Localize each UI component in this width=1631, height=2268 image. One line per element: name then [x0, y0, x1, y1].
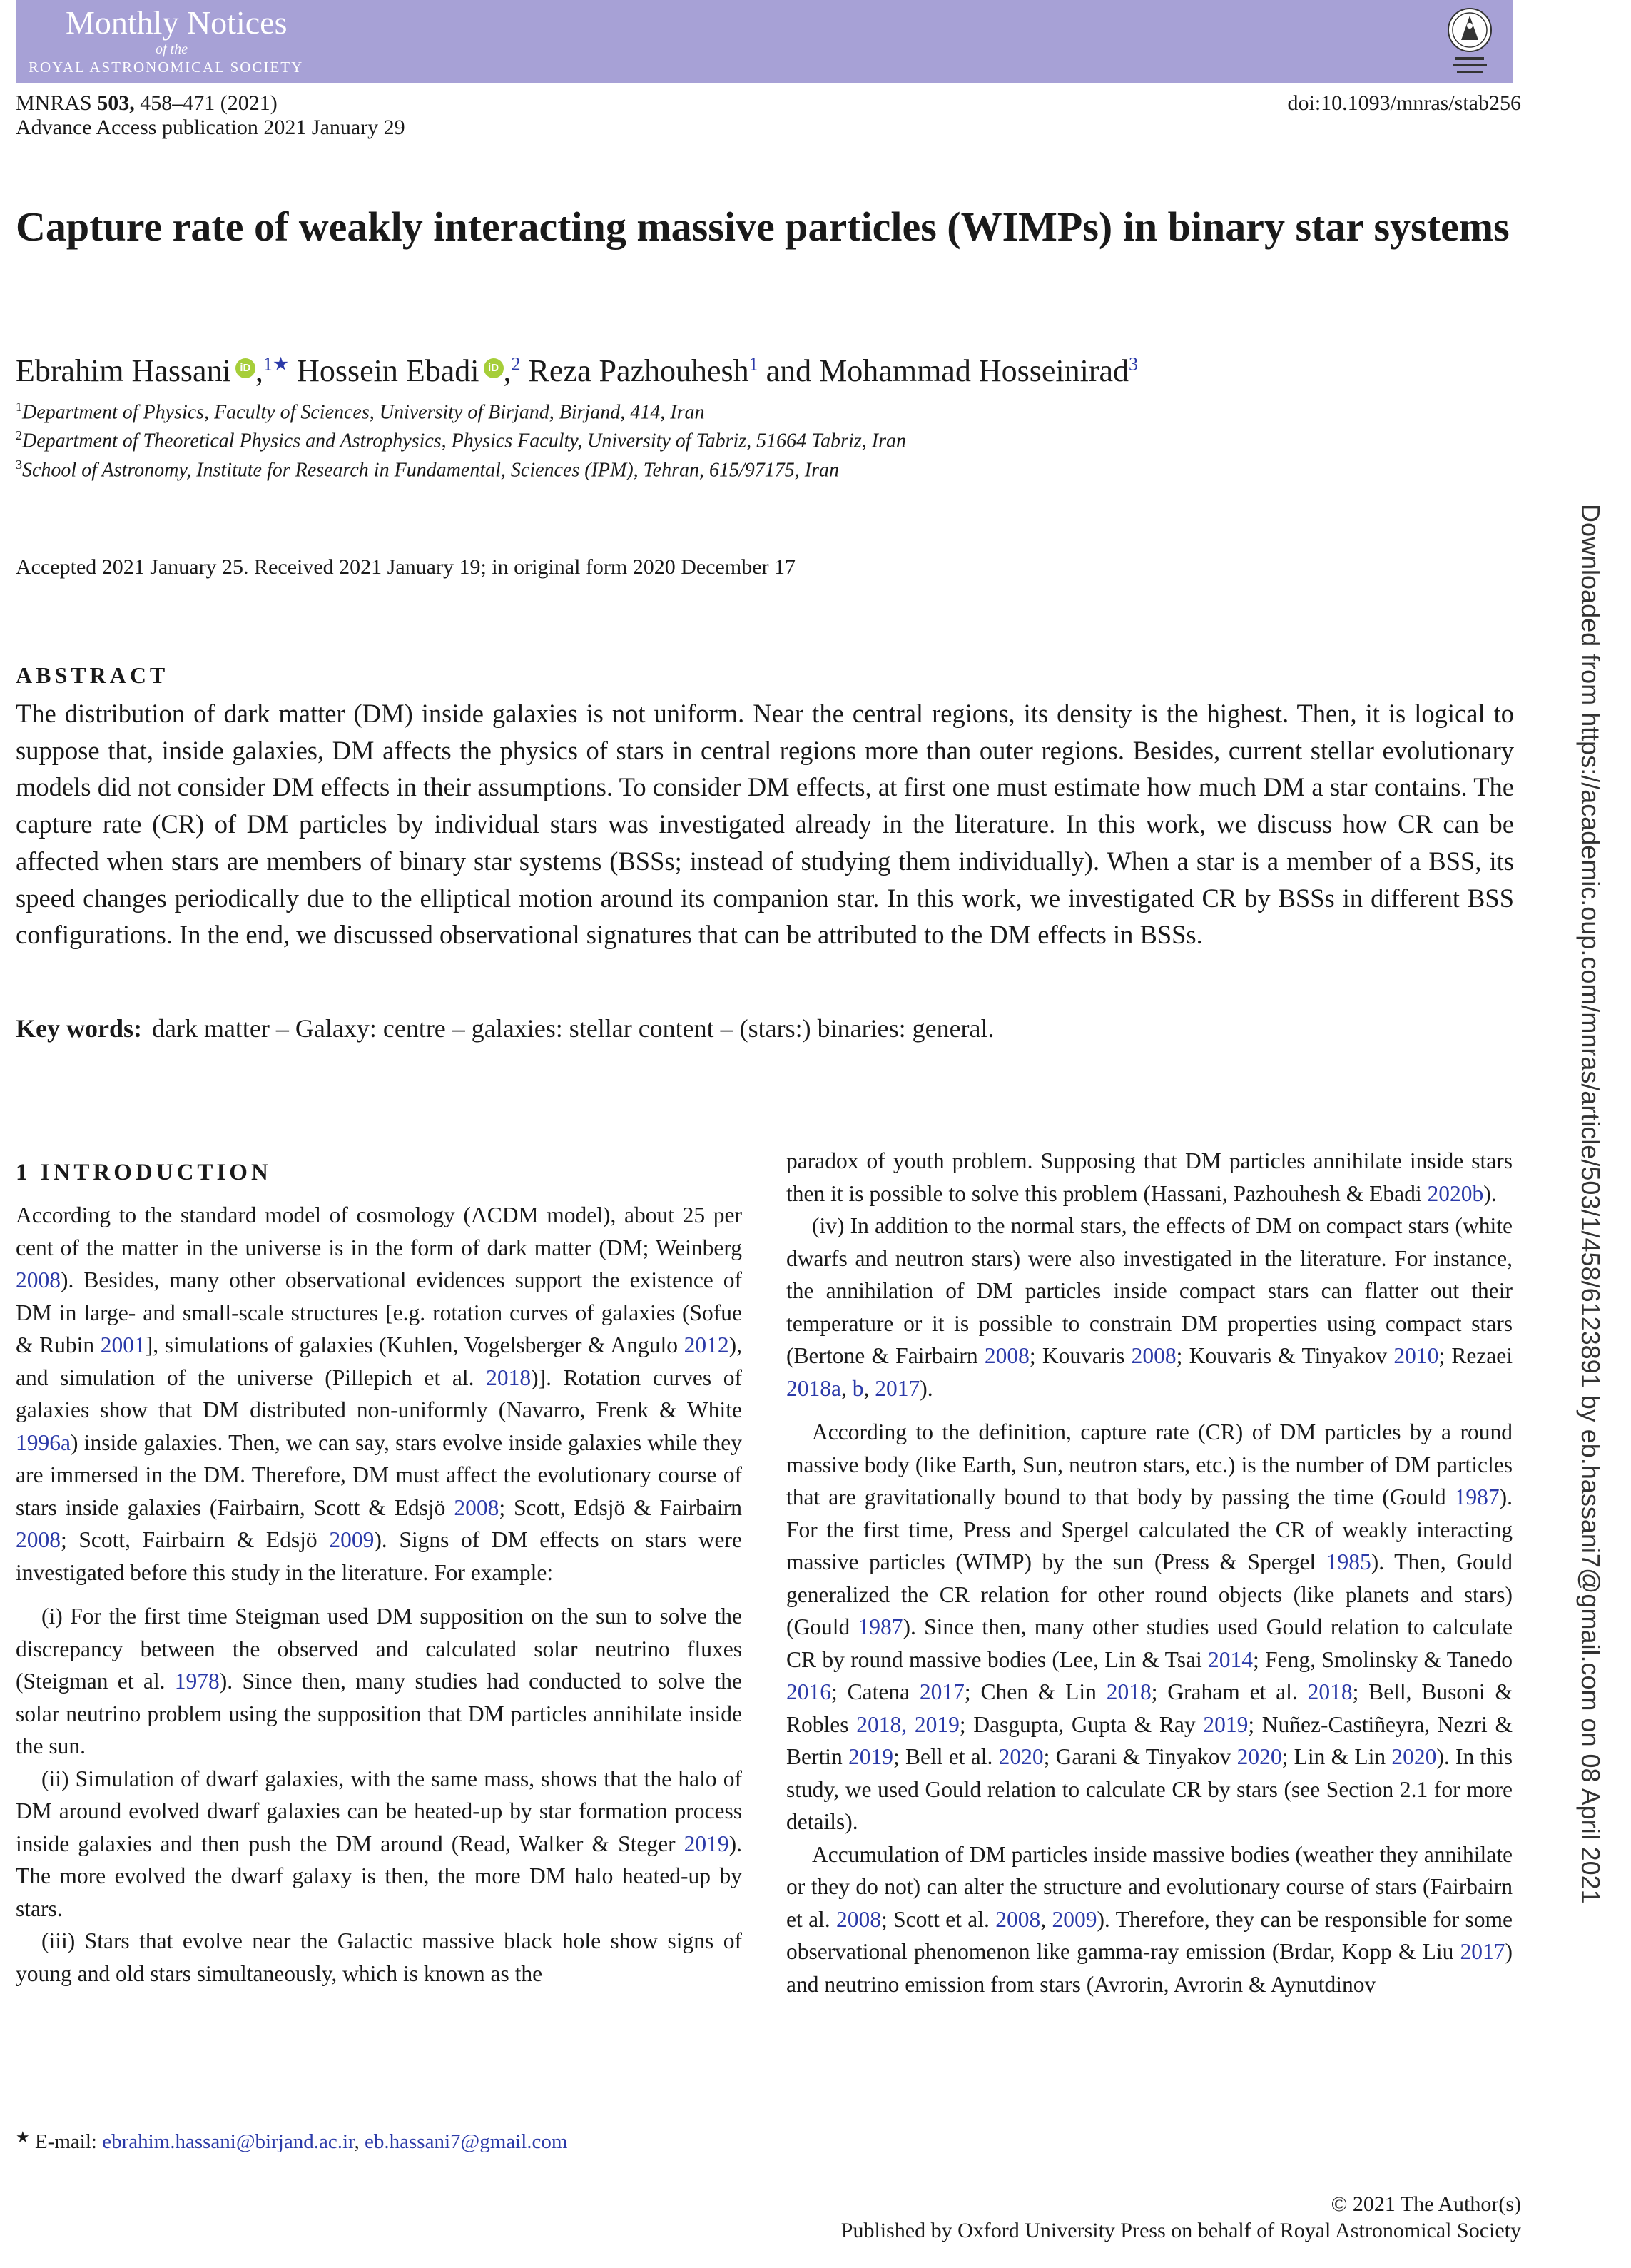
- paragraph-text: ; Kouvaris & Tinyakov: [1176, 1343, 1394, 1368]
- affiliation-text: Department of Theoretical Physics and Astrophysics, Physics Faculty, University of Tabriz, 51664 Tabriz, Iran: [22, 430, 906, 452]
- author-name: Ebrahim Hassani: [16, 353, 231, 388]
- citation-link[interactable]: 2008: [16, 1267, 61, 1292]
- author-name: Mohammad Hosseinirad: [819, 353, 1129, 388]
- paragraph-text: ).: [920, 1375, 933, 1401]
- paragraph-text: ). Since then, many other studies used Gould relation to calculate CR by round massive bodies (Lee, Lin & Tsai: [786, 1614, 1513, 1672]
- paragraph-text: ). In this study, we used Gould relation to calculate CR by stars (see Section 2.1 for more details).: [786, 1744, 1513, 1834]
- paragraph-text: ; Kouvaris: [1029, 1343, 1132, 1368]
- affiliation: [16, 428, 906, 452]
- citation-link[interactable]: 2008: [16, 1527, 61, 1552]
- email-link[interactable]: eb.hassani7@gmail.com: [365, 2130, 568, 2153]
- journal-society: ROYAL ASTRONOMICAL SOCIETY: [29, 59, 304, 76]
- received-dates: Accepted 2021 January 25. Received 2021 January 19; in original form 2020 December 17: [16, 555, 796, 579]
- paragraph-text: (iv) In addition to the normal stars, the effects of DM on compact stars (white dwarfs and neutron stars) were also investigated in the literature. For instance, the annihilation of DM particles inside compact stars can flatter out their temperature or it is possible to constrain DM properties using compact stars (Bertone & Fairbairn: [786, 1213, 1513, 1368]
- citation-link[interactable]: 2009: [1052, 1906, 1097, 1932]
- author-affiliation[interactable]: 3: [1129, 353, 1138, 375]
- left-paragraphs: [16, 1199, 742, 1990]
- citation-link[interactable]: 2020b: [1427, 1180, 1484, 1206]
- citation-link[interactable]: 2017: [875, 1375, 920, 1401]
- publisher-line: Published by Oxford University Press on behalf of Royal Astronomical Society: [840, 2219, 1521, 2242]
- paragraph-text: ; Nuñez-Castiñeyra, Nezri & Bertin: [786, 1711, 1513, 1769]
- body-paragraph: [16, 1925, 742, 1990]
- paragraph-text: (i) For the first time Steigman used DM supposition on the sun to solve the discrepancy between the observed and calculated solar neutrino fluxes (Steigman et al.: [16, 1604, 742, 1694]
- affiliation-number: 3: [16, 457, 22, 472]
- download-watermark: Downloaded from https://academic.oup.com/mnras/article/503/1/458/6123891 by eb.hassani7@gmail.com on 08 April 2021: [1576, 504, 1605, 1904]
- citation-link[interactable]: 2008: [1131, 1343, 1177, 1368]
- affiliation-text: Department of Physics, Faculty of Sciences, University of Birjand, Birjand, 414, Iran: [22, 401, 705, 424]
- citation-link[interactable]: 2017: [919, 1679, 965, 1704]
- affiliation: [16, 457, 839, 482]
- paragraph-text: ; Scott, Fairbairn & Edsjö: [61, 1527, 330, 1552]
- paragraph-text: ; Chen & Lin: [964, 1679, 1107, 1704]
- citation-link[interactable]: b: [852, 1375, 864, 1401]
- paragraph-text: According to the definition, capture rate (CR) of DM particles by a round massive body (like Earth, Sun, neutron stars, etc.) is the number of DM particles that are gravitationally bound to that body by passing the time (Gould: [786, 1419, 1513, 1509]
- citation-link[interactable]: 2017: [1460, 1939, 1505, 1964]
- citation-link[interactable]: 1978: [174, 1669, 220, 1694]
- author-affiliation[interactable]: 2: [511, 353, 521, 375]
- paragraph-text: ) inside galaxies. Then, we can say, stars evolve inside galaxies while they are immersed in the DM. Therefore, DM must affect the evolutionary course of stars inside galaxies (Fairbairn, Scott & Edsjö: [16, 1429, 742, 1520]
- citation-link[interactable]: 2018: [1106, 1679, 1152, 1704]
- citation-pages: 458–471 (2021): [140, 91, 278, 115]
- citation-link[interactable]: 1987: [1454, 1484, 1500, 1509]
- paragraph-text: ,: [840, 1375, 853, 1401]
- paragraph-text: ; Scott, Edsjö & Fairbairn: [499, 1494, 742, 1520]
- citation-link[interactable]: 2008: [995, 1906, 1041, 1932]
- citation-journal: MNRAS: [16, 91, 92, 115]
- intro-left-column: [16, 1156, 742, 1990]
- paragraph-text: ). Therefore, they can be responsible for some observational phenomenon like gamma-ray emission (Brdar, Kopp & Liu: [786, 1906, 1513, 1964]
- paragraph-text: ], simulations of galaxies (Kuhlen, Vogelsberger & Angulo: [145, 1332, 684, 1357]
- citation-link[interactable]: 2018, 2019: [856, 1711, 960, 1737]
- citation-link[interactable]: 2010: [1393, 1343, 1439, 1368]
- citation-link[interactable]: 2008: [454, 1494, 499, 1520]
- body-paragraph: [786, 1416, 1513, 1838]
- paragraph-text: (iii) Stars that evolve near the Galactic massive black hole show signs of young and old stars simultaneously, which is known as the: [16, 1928, 742, 1986]
- citation-link[interactable]: 2018: [486, 1365, 532, 1390]
- affiliation-number: 1: [16, 400, 22, 414]
- citation-link[interactable]: 2009: [329, 1527, 375, 1552]
- keywords-text: dark matter – Galaxy: centre – galaxies: stellar content – (stars:) binaries: general.: [151, 1014, 995, 1043]
- paragraph-text: ), and simulation of the universe (Pillepich et al.: [16, 1332, 743, 1390]
- paragraph-text: ). Besides, many other observational evidences support the existence of DM in large- and small-scale structures [e.g. rotation curves of galaxies (Sofue & Rubin: [16, 1267, 742, 1357]
- paragraph-text: According to the standard model of cosmology (ΛCDM model), about 25 per cent of the matter in the universe is in the form of dark matter (DM; Weinberg: [16, 1203, 742, 1260]
- paragraph-text: ; Graham et al.: [1151, 1679, 1308, 1704]
- author-name: Reza Pazhouhesh: [528, 353, 749, 388]
- paragraph-text: ; Catena: [831, 1679, 920, 1704]
- keywords: [16, 1013, 995, 1043]
- body-paragraph: [786, 1145, 1513, 1210]
- citation-link[interactable]: 2020: [1236, 1744, 1282, 1769]
- body-paragraph: [786, 1838, 1513, 2001]
- citation-link[interactable]: 2018a: [786, 1375, 841, 1401]
- journal-of: of the: [156, 41, 188, 57]
- abstract-text: The distribution of dark matter (DM) inside galaxies is not uniform. Near the central regions, its density is the highest. Then, it is logical to suppose that, inside galaxies, DM affects the physics of stars in central regions more than outer regions. Besides, current stellar evolutionary models did not consider DM effects in their assumptions. To consider DM effects, at first one must estimate how much DM a star contains. The capture rate (CR) of DM particles by individual stars was investigated already in the literature. In this work, we discuss how CR can be affected when stars are members of binary star systems (BSSs; instead of studying them individually). When a star is a member of a BSS, its speed changes periodically due to the elliptical motion around its companion star. In this work, we investigated CR by BSSs in different BSS configurations. In the end, we discussed observational signatures that can be attributed to the DM effects in BSSs.: [16, 699, 1514, 950]
- citation-link[interactable]: 1996a: [16, 1429, 71, 1455]
- footnote-label: E-mail:: [29, 2130, 103, 2153]
- access-date: Advance Access publication 2021 January 29: [16, 116, 405, 139]
- doi[interactable]: doi:10.1093/mnras/stab256: [1287, 91, 1521, 115]
- author-name: Hossein Ebadi: [297, 353, 479, 388]
- citation-link[interactable]: 2020: [1391, 1744, 1437, 1769]
- orcid-icon[interactable]: iD: [235, 358, 255, 378]
- citation-link[interactable]: 2019: [848, 1744, 893, 1769]
- body-paragraph: [16, 1600, 742, 1763]
- intro-right-column: [786, 1145, 1513, 2000]
- paragraph-text: ; Dasgupta, Gupta & Ray: [959, 1711, 1204, 1737]
- abstract-heading: ABSTRACT: [16, 662, 169, 688]
- body-paragraph: [16, 1763, 742, 1925]
- citation: [16, 91, 278, 116]
- paragraph-text: ; Bell et al.: [893, 1744, 999, 1769]
- citation-link[interactable]: 2008: [836, 1906, 882, 1932]
- paragraph-text: ) and neutrino emission from stars (Avrorin, Avrorin & Aynutdinov: [786, 1939, 1513, 1997]
- citation-volume: 503,: [97, 91, 135, 115]
- paragraph-text: ; Scott et al.: [881, 1906, 996, 1932]
- paragraph-text: ,: [863, 1375, 875, 1401]
- paragraph-text: ; Garani & Tinyakov: [1043, 1744, 1237, 1769]
- citation-link[interactable]: 2020: [998, 1744, 1044, 1769]
- footnote-separator: ,: [354, 2130, 365, 2153]
- affiliation: [16, 400, 705, 424]
- keywords-label: Key words:: [16, 1014, 142, 1043]
- body-paragraph: [16, 1199, 742, 1589]
- citation-link[interactable]: 1985: [1326, 1549, 1371, 1574]
- author-affiliation[interactable]: 1: [748, 353, 758, 375]
- right-paragraphs: [786, 1145, 1513, 2000]
- paragraph-text: ,: [1040, 1906, 1052, 1932]
- paragraph-text: ). Then, Gould generalized the CR relation for other round objects (like planets and stars) (Gould: [786, 1549, 1513, 1639]
- citation-link[interactable]: 2001: [100, 1332, 146, 1357]
- orcid-icon[interactable]: iD: [484, 358, 504, 378]
- ras-crest-icon: [1443, 4, 1497, 79]
- affiliation-number: 2: [16, 428, 22, 442]
- body-paragraph: [786, 1210, 1513, 1404]
- journal-name: Monthly Notices: [66, 4, 288, 41]
- paragraph-text: ). For the first time, Press and Spergel calculated the CR of weakly interacting massive particles (WIMP) by the sun (Press & Spergel: [786, 1484, 1513, 1574]
- email-link[interactable]: ebrahim.hassani@birjand.ac.ir: [102, 2130, 355, 2153]
- paragraph-text: (ii) Simulation of dwarf galaxies, with the same mass, shows that the halo of DM around evolved dwarf galaxies can be heated-up by star formation process inside galaxies and then push the DM around (Read, Walker & Steger: [16, 1766, 742, 1856]
- paragraph-text: ). Signs of DM effects on stars were investigated before this study in the literature. For example:: [16, 1527, 742, 1585]
- citation-link[interactable]: 1987: [858, 1614, 903, 1639]
- paragraph-text: ). The more evolved the dwarf galaxy is then, the more DM halo heated-up by stars.: [16, 1831, 742, 1921]
- citation-link[interactable]: 2019: [684, 1831, 729, 1856]
- corresponding-footnote: [16, 2128, 567, 2154]
- paragraph-text: ; Feng, Smolinsky & Tanedo: [1253, 1646, 1513, 1672]
- paragraph-text: ). Since then, many studies had conducted to solve the solar neutrino problem using the supposition that DM particles annihilate inside the sun.: [16, 1669, 742, 1758]
- author-affiliation[interactable]: 1: [263, 353, 273, 375]
- copyright: © 2021 The Author(s): [1331, 2192, 1521, 2216]
- affiliation-text: School of Astronomy, Institute for Research in Fundamental, Sciences (IPM), Tehran, 615/97175, Iran: [22, 459, 840, 482]
- journal-banner: [16, 0, 1513, 83]
- citation-link[interactable]: 2012: [684, 1332, 729, 1357]
- author-list: Ebrahim Hassani iD ,$^{1★}$ Hossein Ebadi iD ,$^2$ Reza Pazhouhesh$^1$ and Mohammad Hosseinirad$^3$: [16, 353, 1138, 388]
- paragraph-text: ; Bell, Busoni & Robles: [786, 1679, 1513, 1737]
- citation-link[interactable]: 2014: [1208, 1646, 1254, 1672]
- paragraph-text: ; Lin & Lin: [1281, 1744, 1392, 1769]
- paragraph-text: paradox of youth problem. Supposing that DM particles annihilate inside stars then it is possible to solve this problem (Hassani, Pazhouhesh & Ebadi: [786, 1148, 1513, 1206]
- citation-link[interactable]: 2019: [1203, 1711, 1249, 1737]
- paragraph-text: )]. Rotation curves of galaxies show that DM distributed non-uniformly (Navarro, Frenk & White: [16, 1365, 742, 1422]
- paragraph-text: ; Rezaei: [1438, 1343, 1513, 1368]
- article-title: Capture rate of weakly interacting massive particles (WIMPs) in binary star systems: [16, 203, 1510, 250]
- citation-link[interactable]: 2016: [786, 1679, 831, 1704]
- corresponding-star-icon[interactable]: ★: [272, 353, 290, 375]
- paragraph-text: Accumulation of DM particles inside massive bodies (weather they annihilate or they do not) can alter the structure and evolutionary course of stars (Fairbairn et al.: [786, 1841, 1513, 1932]
- footnote-star-icon: ★: [16, 2128, 30, 2146]
- citation-link[interactable]: 2008: [984, 1343, 1030, 1368]
- paragraph-text: ).: [1483, 1180, 1497, 1206]
- citation-link[interactable]: 2018: [1307, 1679, 1353, 1704]
- section-heading: 1 INTRODUCTION: [16, 1160, 272, 1185]
